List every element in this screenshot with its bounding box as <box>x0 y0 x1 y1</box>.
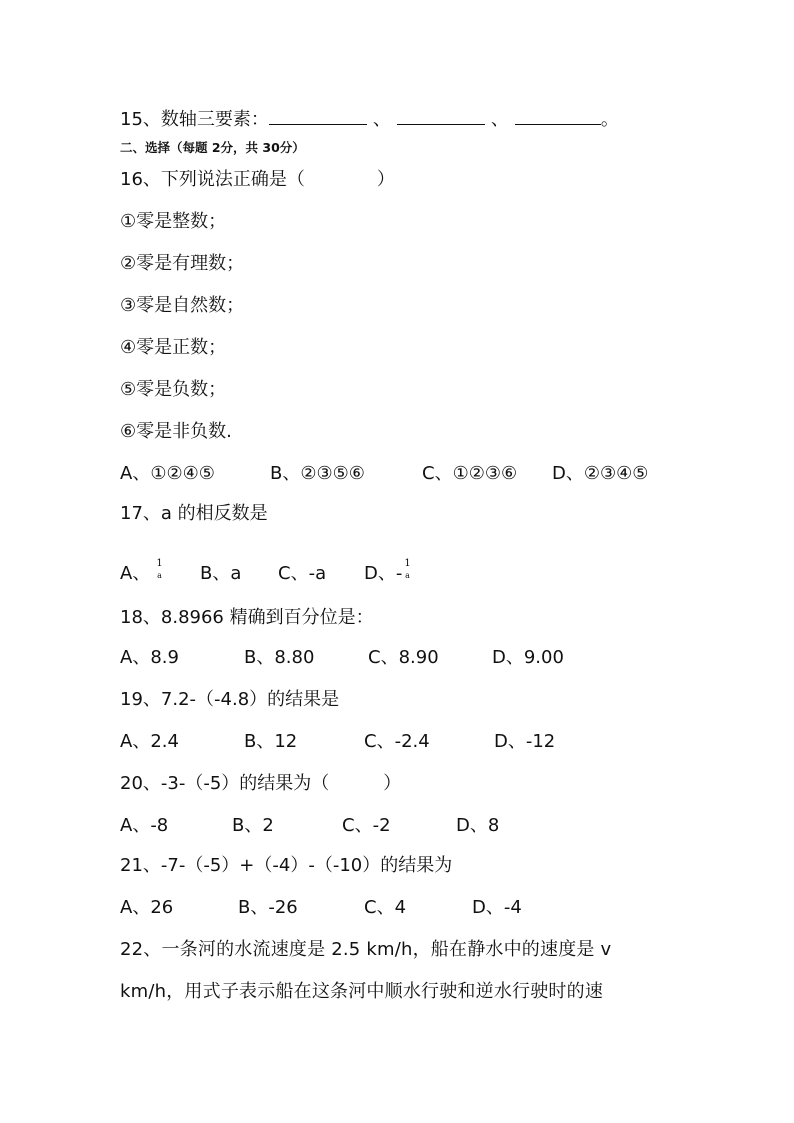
option-a[interactable] <box>120 558 200 586</box>
question-16: 16、下列说法正确是（ ） <box>120 169 395 190</box>
option-c[interactable]: C、-2.4 <box>364 731 430 752</box>
option-d[interactable] <box>364 558 411 586</box>
option-b[interactable]: B、12 <box>244 731 298 752</box>
question-17: 17、a 的相反数是 <box>120 503 268 524</box>
option-a-prefix: A、 <box>120 563 151 584</box>
section-2-header: 二、选择（每题 2分，共 30分） <box>120 140 305 155</box>
option-c[interactable]: C、-2 <box>342 815 391 836</box>
question-19: 19、7.2-（-4.8）的结果是 <box>120 689 340 710</box>
question-20-options <box>120 814 499 838</box>
option-a[interactable]: A、8.9 <box>120 647 179 668</box>
option-b[interactable]: B、8.80 <box>244 647 315 668</box>
separator-1: 、 <box>372 109 391 130</box>
option-d[interactable]: D、-4 <box>472 897 522 918</box>
option-a[interactable]: A、-8 <box>120 815 169 836</box>
option-b[interactable]: B、2 <box>232 815 274 836</box>
statement-5: ⑤零是负数； <box>120 379 227 400</box>
option-c[interactable]: C、4 <box>364 897 407 918</box>
fraction-denominator: a <box>405 571 410 580</box>
option-c[interactable]: C、①②③⑥ <box>422 463 518 484</box>
question-22-line-1: 22、一条河的水流速度是 2.5 km/h，船在静水中的速度是 v <box>120 939 612 960</box>
option-d[interactable]: D、②③④⑤ <box>552 463 649 484</box>
question-18-options <box>120 646 564 670</box>
period: 。 <box>600 109 619 130</box>
statement-1: ①零是整数； <box>120 211 227 232</box>
question-15-label: 15、数轴三要素： <box>120 109 269 130</box>
fraction-one-over-a <box>404 558 410 582</box>
option-b[interactable]: B、②③⑤⑥ <box>270 463 365 484</box>
statement-4: ④零是正数； <box>120 337 227 358</box>
option-a[interactable]: A、①②④⑤ <box>120 463 215 484</box>
question-18: 18、8.8966 精确到百分位是： <box>120 607 374 628</box>
blank-1[interactable] <box>269 108 367 125</box>
question-22-line-2: km/h，用式子表示船在这条河中顺水行驶和逆水行驶时的速 <box>120 981 604 1002</box>
question-19-options <box>120 730 555 754</box>
fraction-one-over-a <box>156 558 162 582</box>
statement-2: ②零是有理数； <box>120 253 245 274</box>
option-d[interactable]: D、-12 <box>494 731 556 752</box>
option-b[interactable]: B、-26 <box>238 897 298 918</box>
fraction-numerator: 1 <box>404 558 411 569</box>
option-b[interactable]: B、a <box>200 563 242 584</box>
option-d-prefix: D、- <box>364 563 403 584</box>
option-a[interactable]: A、2.4 <box>120 731 179 752</box>
question-21-options <box>120 896 522 920</box>
option-d[interactable]: D、9.00 <box>492 647 564 668</box>
fraction-numerator: 1 <box>156 558 163 569</box>
option-c[interactable]: C、8.90 <box>368 647 439 668</box>
statement-3: ③零是自然数； <box>120 295 245 316</box>
fraction-denominator: a <box>157 571 162 580</box>
statement-6: ⑥零是非负数. <box>120 421 232 442</box>
question-16-options <box>120 462 648 486</box>
blank-3[interactable] <box>515 108 601 125</box>
question-20: 20、-3-（-5）的结果为（ ） <box>120 773 402 794</box>
question-15 <box>120 108 619 132</box>
question-21: 21、-7-（-5）+（-4）-（-10）的结果为 <box>120 855 453 876</box>
separator-2: 、 <box>490 109 509 130</box>
blank-2[interactable] <box>397 108 485 125</box>
question-17-options <box>120 558 411 586</box>
option-d[interactable]: D、8 <box>456 815 500 836</box>
option-c[interactable]: C、-a <box>278 563 327 584</box>
option-a[interactable]: A、26 <box>120 897 174 918</box>
